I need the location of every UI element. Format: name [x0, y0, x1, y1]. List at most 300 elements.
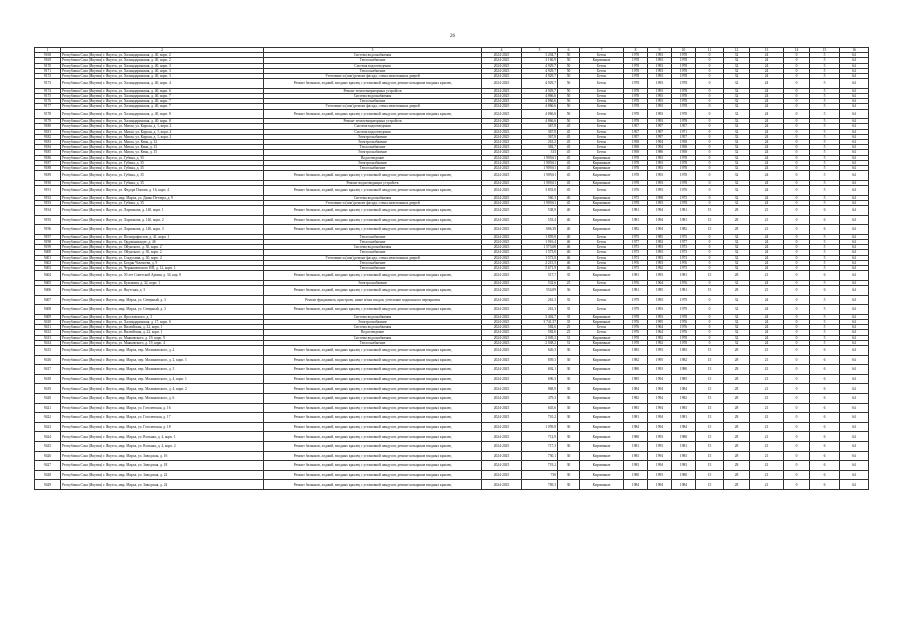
table-cell: 9428	[35, 470, 61, 480]
table-cell: 5	[810, 280, 840, 285]
table-cell: 30	[558, 355, 580, 365]
table-cell: 30	[558, 441, 580, 451]
table-cell: 30	[558, 394, 580, 404]
table-cell: 9414	[35, 340, 61, 345]
table-row	[35, 461, 869, 471]
table-cell: 40	[558, 225, 580, 235]
table-cell: 1994	[648, 215, 672, 225]
table-cell: 2024-2025	[482, 432, 522, 442]
table-cell: 21	[750, 384, 784, 394]
table-cell: 1983	[672, 461, 696, 471]
table-cell: 0	[696, 314, 724, 319]
table-cell: 1978	[624, 88, 648, 93]
column-number: 6	[558, 48, 580, 53]
table-cell: 32	[724, 260, 750, 265]
table-cell: 0	[784, 286, 810, 296]
table-cell: 64	[840, 225, 869, 235]
table-cell: Кирпичные	[580, 215, 624, 225]
table-cell: 0	[784, 234, 810, 239]
table-cell: 1976	[672, 330, 696, 335]
table-cell: 1982	[672, 394, 696, 404]
table-cell: 21	[750, 432, 784, 442]
table-cell: 32	[724, 330, 750, 335]
table-cell: 1993	[648, 295, 672, 305]
table-cell: Республика Саха (Якутия) г. Якутск, ул. Халиндаринская, д. 40, корп. 4	[61, 79, 264, 89]
table-cell: 1 859,8	[522, 234, 558, 239]
table-cell: 9406	[35, 286, 61, 296]
table-cell: 1 573,8	[522, 250, 558, 255]
table-cell: 64	[840, 150, 869, 155]
table-cell: 28	[724, 206, 750, 216]
table-cell: 5	[810, 124, 840, 129]
table-cell: 21	[750, 451, 784, 461]
table-cell: 0	[696, 330, 724, 335]
table-cell: 0	[784, 166, 810, 171]
table-cell: 4 866,6	[522, 119, 558, 124]
table-cell: 1993	[648, 109, 672, 119]
table-cell: 5	[810, 340, 840, 345]
table-cell: 9178	[35, 109, 61, 119]
table-cell: 5	[810, 53, 840, 58]
table-cell: 32	[724, 140, 750, 145]
table-cell: Республика Саха (Якутия) г. Якутск, мкр. Марха, ул. Вольная, д. 4, корп. 1	[61, 432, 264, 442]
table-cell: 64	[840, 129, 869, 134]
table-cell: 2024-2025	[482, 99, 522, 104]
table-cell: 64	[840, 413, 869, 423]
table-cell: 0	[784, 245, 810, 250]
table-cell: 1986	[648, 150, 672, 155]
table-cell: 24	[750, 160, 784, 165]
table-cell: 0	[784, 451, 810, 461]
table-cell: 24	[750, 260, 784, 265]
table-cell: 28	[724, 225, 750, 235]
table-cell: 0	[784, 413, 810, 423]
table-cell: 1 909,61	[522, 155, 558, 160]
table-cell: Республика Саха (Якутия) г. Якутск, мкр. Марха, ул. Вольная, д. 4, корп. 2	[61, 441, 264, 451]
table-cell: 28	[724, 461, 750, 471]
table-cell: 28	[724, 355, 750, 365]
table-cell: 2024-2025	[482, 286, 522, 296]
table-cell: 2024-2025	[482, 403, 522, 413]
table-cell: 1993	[648, 63, 672, 68]
table-cell: 3 402,7	[522, 314, 558, 319]
table-row	[35, 441, 869, 451]
column-number: 15	[810, 48, 840, 53]
table-cell: 1 909,61	[522, 166, 558, 171]
table-cell: 0	[696, 186, 724, 196]
table-cell: 30	[558, 413, 580, 423]
table-cell: 1978	[624, 68, 648, 73]
table-cell: 1993	[648, 79, 672, 89]
table-cell: 64	[840, 255, 869, 260]
table-cell: 32	[724, 240, 750, 245]
table-cell: 1973	[624, 245, 648, 250]
table-row	[35, 432, 869, 442]
table-cell: Кирпичные	[580, 480, 624, 490]
table-cell: Республика Саха (Якутия) г. Якутск, мкр. Марха, ул. Заводская, д. 24	[61, 480, 264, 490]
table-cell: 9429	[35, 480, 61, 490]
table-cell: Бетон	[580, 104, 624, 109]
table-cell: 9427	[35, 461, 61, 471]
table-cell: Электроснабжение	[264, 140, 482, 145]
table-cell: 0	[784, 250, 810, 255]
column-number: 14	[784, 48, 810, 53]
table-cell: 1973	[672, 255, 696, 260]
table-cell: 45	[558, 124, 580, 129]
table-cell: Республика Саха (Якутия) г. Якутск, ул. Чернышевского НП, д. 12, корп. 1	[61, 266, 264, 271]
table-cell: Ремонт балконов, лоджий, входных крылец с установкой пандусов, ремонт козырьков входных крылец	[264, 271, 482, 281]
table-cell: 50	[558, 88, 580, 93]
table-cell: Ремонт теплогенераторных устройств	[264, 88, 482, 93]
table-cell: 2024-2025	[482, 266, 522, 271]
table-cell: 9169	[35, 58, 61, 63]
column-number: 1	[35, 48, 61, 53]
table-cell: 35	[558, 295, 580, 305]
table-cell: Республика Саха (Якутия) г. Якутск, ул. 50 лет Советской Армии, д. 34, кор. 8	[61, 271, 264, 281]
table-cell: 1978	[624, 171, 648, 181]
table-cell: 9188	[35, 166, 61, 171]
table-cell: 1993	[648, 166, 672, 171]
table-cell: Бетон	[580, 140, 624, 145]
table-cell: 1982	[624, 225, 648, 235]
table-cell: Бетон	[580, 53, 624, 58]
table-cell: 1983	[672, 451, 696, 461]
table-cell: 45	[558, 150, 580, 155]
table-cell: 5	[810, 325, 840, 330]
table-cell: 0	[784, 340, 810, 345]
table-cell: 24	[750, 280, 784, 285]
table-cell: 1993	[648, 260, 672, 265]
table-cell: 5	[810, 79, 840, 89]
table-cell: 5	[810, 129, 840, 134]
table-cell: 2024-2025	[482, 150, 522, 155]
table-cell: 64	[840, 145, 869, 150]
table-cell: 21	[750, 206, 784, 216]
table-cell: 0	[696, 145, 724, 150]
table-cell: 24	[750, 68, 784, 73]
table-cell: 1981	[624, 206, 648, 216]
table-cell: Ремонт балконов, лоджий, входных крылец с установкой пандусов, ремонт козырьков входных крылец	[264, 461, 482, 471]
table-cell: 2024-2025	[482, 104, 522, 109]
table-cell: 9426	[35, 451, 61, 461]
table-cell: 553,4	[522, 215, 558, 225]
table-cell: Ремонт балконов, лоджий, входных крылец с установкой пандусов, ремонт козырьков входных крылец	[264, 441, 482, 451]
table-cell: Кирпичные	[580, 314, 624, 319]
table-cell: 0	[696, 180, 724, 185]
table-cell: Ремонт фундамента, пристроек, ниже и/или входов, утепление подвального перекрытия	[264, 295, 482, 305]
table-cell: Кирпичные	[580, 365, 624, 375]
table-cell: 2024-2025	[482, 63, 522, 68]
table-cell: 64	[840, 451, 869, 461]
table-cell: Бетон	[580, 234, 624, 239]
table-row	[35, 171, 869, 181]
table-cell: Кирпичные	[580, 286, 624, 296]
table-cell: 1 909,61	[522, 171, 558, 181]
table-cell: 50	[558, 119, 580, 124]
table-cell: Республика Саха (Якутия) г. Якутск, ул. Губина, д. 35	[61, 180, 264, 185]
table-cell: 1978	[624, 200, 648, 205]
table-cell: 1978	[624, 340, 648, 345]
table-cell: Ремонт балконов, лоджий, входных крылец с установкой пандусов, ремонт козырьков входных крылец	[264, 374, 482, 384]
table-cell: 9186	[35, 155, 61, 160]
table-cell: 1973	[672, 245, 696, 250]
table-cell: Бетон	[580, 240, 624, 245]
table-cell: 9402	[35, 260, 61, 265]
table-body	[35, 53, 869, 490]
table-cell: Бетон	[580, 330, 624, 335]
table-cell: Теплоснабжение	[264, 234, 482, 239]
table-cell: 5	[810, 186, 840, 196]
table-cell: Республика Саха (Якутия) г. Якутск, мкр. Марха, пер. Малиновского, д. 4, корп. 1	[61, 374, 264, 384]
table-cell: Водоотведение	[264, 330, 482, 335]
table-cell: 1993	[648, 186, 672, 196]
table-cell: 0	[696, 200, 724, 205]
table-cell: Бетон	[580, 134, 624, 139]
table-cell: 21	[750, 271, 784, 281]
table-cell: 1978	[672, 155, 696, 160]
table-cell: Республика Саха (Якутия) г. Якутск, ул. Ярославского, д. 3	[61, 314, 264, 319]
table-cell: Республика Саха (Якутия) г. Якутск, мкр. Марха, пер. Малиновского, д. 3	[61, 365, 264, 375]
table-cell: 9416	[35, 355, 61, 365]
table-cell: Кирпичные	[580, 58, 624, 63]
table-row	[35, 286, 869, 296]
table-cell: 28	[724, 470, 750, 480]
table-cell: 1994	[648, 413, 672, 423]
table-cell: 64	[840, 260, 869, 265]
table-cell: 1981	[672, 271, 696, 281]
table-cell: 9404	[35, 271, 61, 281]
table-cell: 15	[696, 451, 724, 461]
table-cell: 0	[784, 68, 810, 73]
table-cell: 0	[784, 470, 810, 480]
table-cell: 2024-2025	[482, 68, 522, 73]
table-cell: 0	[784, 403, 810, 413]
table-cell: 9194	[35, 206, 61, 216]
table-cell: 1976	[624, 330, 648, 335]
table-cell: 1978	[672, 68, 696, 73]
table-cell: 24	[750, 335, 784, 340]
table-cell: 0	[784, 374, 810, 384]
table-cell: 5	[810, 305, 840, 315]
table-cell: 46	[558, 250, 580, 255]
table-cell: Республика Саха (Якутия) г. Якутск, мкр. Марха, ул. Гоголевская, д. 18	[61, 422, 264, 432]
table-cell: 1982	[624, 355, 648, 365]
table-cell: 64	[840, 58, 869, 63]
table-cell: 24	[750, 63, 784, 68]
table-cell: 0	[696, 68, 724, 73]
table-cell: 1994	[648, 140, 672, 145]
table-cell: 1984	[624, 480, 648, 490]
table-cell: 1978	[624, 63, 648, 68]
table-cell: Ремонт балконов, лоджий, входных крылец с установкой пандусов, ремонт козырьков входных крылец	[264, 365, 482, 375]
table-cell: 28	[724, 432, 750, 442]
table-cell: 2024-2025	[482, 295, 522, 305]
table-cell: 1993	[648, 271, 672, 281]
table-cell: 9184	[35, 145, 61, 150]
table-cell: 21	[750, 225, 784, 235]
table-cell: 1998	[648, 195, 672, 200]
table-cell: 9171	[35, 68, 61, 73]
table-cell: 3 166,9	[522, 58, 558, 63]
table-cell: 2024-2025	[482, 234, 522, 239]
table-cell: 1984	[672, 422, 696, 432]
table-cell: 64	[840, 403, 869, 413]
table-cell: 1993	[648, 99, 672, 104]
table-row	[35, 374, 869, 384]
table-cell: Ремонт водоотводящих устройств	[264, 180, 482, 185]
table-cell: 32	[724, 234, 750, 239]
table-cell: 0	[784, 109, 810, 119]
table-cell: Бетон	[580, 150, 624, 155]
table-cell: 0	[784, 335, 810, 340]
table-cell: 686,39	[522, 225, 558, 235]
table-cell: 24	[750, 295, 784, 305]
column-number: 16	[840, 48, 869, 53]
table-cell: Республика Саха (Якутия) г. Якутск, мкр. Марха, ул. Северный, д. 3	[61, 305, 264, 315]
table-cell: 1975	[672, 266, 696, 271]
table-cell: 6	[810, 346, 840, 356]
table-cell: 32	[724, 325, 750, 330]
table-cell: 2024-2025	[482, 355, 522, 365]
table-cell: Республика Саха (Якутия) г. Якутск, мкр. Марха, ул. Гоголевская, д. 17	[61, 413, 264, 423]
table-cell: 2024-2025	[482, 271, 522, 281]
table-cell: 21	[750, 470, 784, 480]
table-cell: 4 866,6	[522, 99, 558, 104]
table-cell: 1978	[624, 74, 648, 79]
table-cell: 1984	[672, 480, 696, 490]
table-cell: 21	[750, 365, 784, 375]
table-cell: 717,3	[522, 441, 558, 451]
table-cell: 9415	[35, 346, 61, 356]
table-cell: 1994	[648, 206, 672, 216]
table-cell: Республика Саха (Якутия) г. Якутск, ул. Мигаа, ул. Короля, д. 1, корп. 2	[61, 134, 264, 139]
table-cell: 31	[558, 340, 580, 345]
table-cell: 0	[784, 180, 810, 185]
table-cell: Кирпичные	[580, 461, 624, 471]
table-cell: 1957	[672, 124, 696, 129]
table-cell: 0	[784, 99, 810, 104]
table-cell: Республика Саха (Якутия) г. Якутск, ул. Халиндаринская, д. 40, корп. 3	[61, 68, 264, 73]
table-cell: Кирпичные	[580, 346, 624, 356]
table-cell: Республика Саха (Якутия) г. Якутск, ул. Мигаа, ул. Кеня, д. 13	[61, 145, 264, 150]
table-cell: Бетон	[580, 68, 624, 73]
table-cell: 1977	[624, 240, 648, 245]
column-number: 13	[750, 48, 784, 53]
table-cell: 2024-2025	[482, 346, 522, 356]
table-cell: 0	[696, 119, 724, 124]
table-cell: Система водоотведения	[264, 63, 482, 68]
table-cell: Республика Саха (Якутия) г. Якутск, ул. Мигаа, ул. Короля, д. 1, корп. 2	[61, 124, 264, 129]
table-cell: Кирпичные	[580, 206, 624, 216]
table-cell: 45	[558, 134, 580, 139]
table-cell: 2024-2025	[482, 335, 522, 340]
table-cell: 2024-2025	[482, 200, 522, 205]
table-cell: 64	[840, 245, 869, 250]
table-cell: 64	[840, 88, 869, 93]
column-number: 10	[672, 48, 696, 53]
table-cell: Бетон	[580, 250, 624, 255]
table-cell: 28	[724, 441, 750, 451]
table-cell: 0	[696, 160, 724, 165]
table-cell: 6	[810, 480, 840, 490]
table-cell: Теплоснабжение	[264, 260, 482, 265]
table-cell: 9419	[35, 384, 61, 394]
table-cell: Бетон	[580, 124, 624, 129]
column-number: 9	[648, 48, 672, 53]
table-cell: 45	[558, 200, 580, 205]
table-cell: 0	[784, 63, 810, 68]
table-row	[35, 346, 869, 356]
table-cell: 64	[840, 68, 869, 73]
table-cell: Ремонт балконов, лоджий, входных крылец с установкой пандусов, ремонт козырьков входных крылец	[264, 171, 482, 181]
column-number: 12	[724, 48, 750, 53]
table-cell: 1978	[672, 74, 696, 79]
table-cell: Бетон	[580, 74, 624, 79]
table-cell: 28	[724, 480, 750, 490]
table-cell: 1981	[624, 413, 648, 423]
table-cell: 0	[784, 295, 810, 305]
table-cell: Система водоснабжения	[264, 325, 482, 330]
table-cell: Ремонт балконов, лоджий, входных крылец с установкой пандусов, ремонт козырьков входных крылец	[264, 109, 482, 119]
table-cell: Бетон	[580, 245, 624, 250]
table-cell: 0	[696, 255, 724, 260]
table-cell: 64	[840, 119, 869, 124]
table-cell: 64	[840, 422, 869, 432]
table-cell: 45	[558, 145, 580, 150]
table-cell: 1979	[624, 295, 648, 305]
table-cell: 4 929,7	[522, 74, 558, 79]
table-cell: 6	[810, 384, 840, 394]
table-cell: 532,6	[522, 280, 558, 285]
table-cell: 2024-2025	[482, 480, 522, 490]
table-cell: 50	[558, 79, 580, 89]
table-cell: 9400	[35, 250, 61, 255]
table-cell: Республика Саха (Якутия) г. Якутск, ул. Халиндаринская, д. 17, корп. 6	[61, 320, 264, 325]
table-cell: 5	[810, 255, 840, 260]
table-cell: 1993	[648, 365, 672, 375]
table-cell: 5	[810, 134, 840, 139]
table-cell: 2024-2025	[482, 206, 522, 216]
table-cell: 1993	[648, 441, 672, 451]
table-cell: 2024-2025	[482, 325, 522, 330]
table-cell: 1993	[648, 470, 672, 480]
table-cell: Водоотведение	[264, 155, 482, 160]
table-cell: Ремонт балконов, лоджий, входных крылец с установкой пандусов, ремонт козырьков входных крылец	[264, 355, 482, 365]
table-cell: 2 215,5	[522, 260, 558, 265]
table-cell: 64	[840, 186, 869, 196]
table-cell: 64	[840, 124, 869, 129]
table-cell: 1978	[672, 160, 696, 165]
table-cell: 24	[750, 99, 784, 104]
table-cell: 9421	[35, 403, 61, 413]
table-cell: 1976	[672, 186, 696, 196]
table-cell: 1976	[624, 260, 648, 265]
table-cell: 24	[750, 255, 784, 260]
table-cell: 2024-2025	[482, 53, 522, 58]
table-cell: 1958	[672, 150, 696, 155]
table-cell: Кирпичные	[580, 271, 624, 281]
table-cell: 15	[696, 422, 724, 432]
table-cell: 0	[696, 250, 724, 255]
table-cell: 15	[696, 441, 724, 451]
table-cell: 24	[750, 134, 784, 139]
table-cell: 2024-2025	[482, 134, 522, 139]
table-cell: 15	[696, 413, 724, 423]
table-cell: 1997	[648, 129, 672, 134]
table-cell: 32	[724, 314, 750, 319]
table-cell: Республика Саха (Якутия) г. Якутск, ул. Ларионова, д. 140, корп. 3	[61, 225, 264, 235]
table-cell: 25	[558, 325, 580, 330]
